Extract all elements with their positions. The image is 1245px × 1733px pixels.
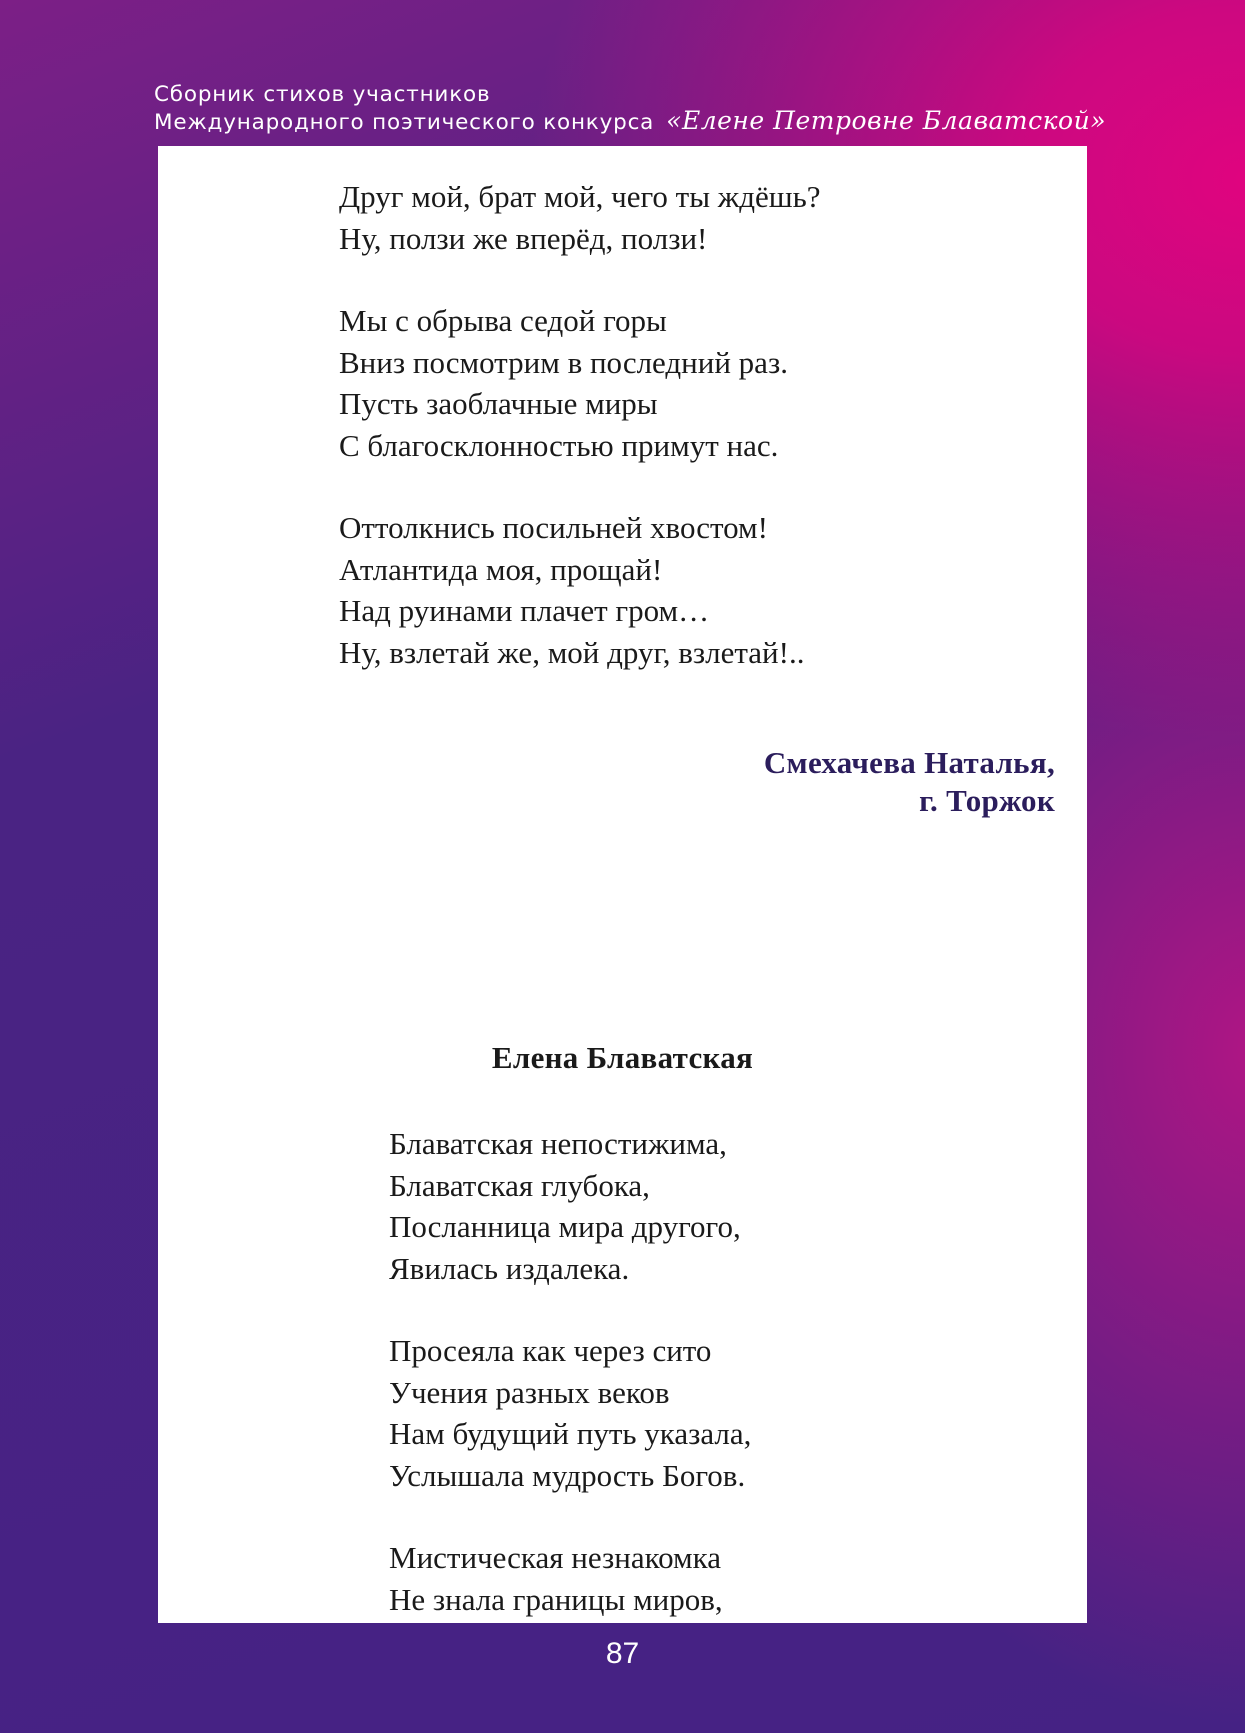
verse-line: Вниз посмотрим в последний раз. [339, 344, 788, 380]
page-number: 87 [605, 1637, 640, 1670]
verse-line: Блаватская глубока, [389, 1167, 650, 1203]
verse-line: Над руинами плачет гром… [339, 593, 710, 628]
stanza [339, 176, 821, 259]
verse-line: Ну, взлетай же, мой друг, взлетай!.. [339, 634, 805, 670]
verse-line: Просеяла как через сито [389, 1333, 712, 1368]
poem-first [339, 176, 821, 673]
verse-line: Посланница мира другого, [389, 1209, 741, 1244]
verse-line: Атлантида моя, прощай! [339, 551, 663, 587]
stanza [339, 300, 821, 466]
verse-line: Блаватская непостижима, [389, 1126, 727, 1161]
stanza [339, 507, 821, 673]
page-header [154, 82, 1106, 136]
stanza [389, 1537, 751, 1620]
page-sheet [158, 146, 1087, 1623]
header-contest-title: «Елене Петровне Блаватской» [666, 106, 1106, 135]
author-signature [764, 744, 1055, 820]
verse-line: Ну, ползи же вперёд, ползи! [339, 220, 708, 256]
verse-line: С благосклонностью примут нас. [339, 427, 779, 463]
author-city: г. Торжок [919, 783, 1055, 818]
verse-line: Друг мой, брат мой, чего ты ждёшь? [339, 179, 821, 214]
verse-line: Пусть заоблачные миры [339, 386, 658, 421]
verse-line: Оттолкнись посильней хвостом! [339, 510, 768, 545]
header-contest-line [154, 106, 1106, 136]
header-collection-line: Сборник стихов участников [154, 82, 491, 107]
poem-second [389, 1123, 751, 1620]
author-name: Смехачева Наталья, [763, 745, 1055, 780]
verse-line: Явилась издалека. [389, 1250, 630, 1286]
verse-line: Учения разных веков [389, 1374, 670, 1410]
stanza [389, 1123, 751, 1289]
verse-line: Нам будущий путь указала, [389, 1416, 752, 1451]
verse-line: Услышала мудрость Богов. [389, 1457, 746, 1493]
header-contest-prefix: Международного поэтического конкурса [154, 110, 655, 135]
verse-line: Мы с обрыва седой горы [339, 303, 667, 338]
stanza [389, 1330, 751, 1496]
poem-title: Елена Блаватская [491, 1040, 754, 1075]
verse-line: Мистическая незнакомка [389, 1540, 721, 1575]
verse-line: Не знала границы миров, [389, 1581, 723, 1617]
